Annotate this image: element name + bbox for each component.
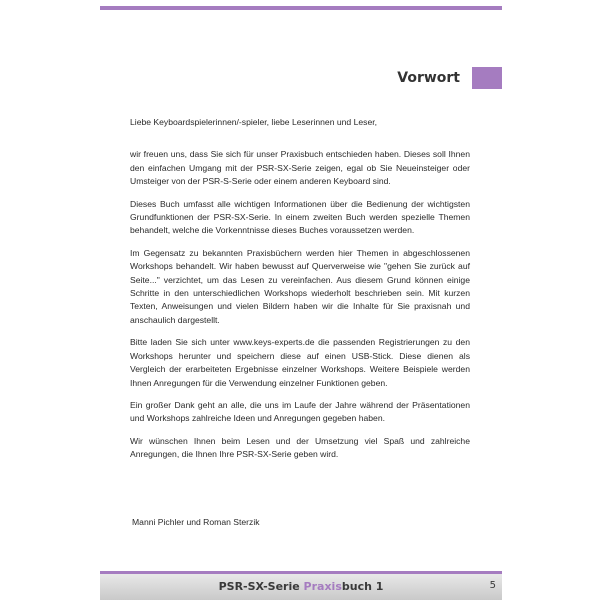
footer-title-accent: Praxis (303, 580, 342, 593)
paragraph-3: Im Gegensatz zu bekannten Praxisbüchern werden hier Themen in abgeschlossenen Workshops behandelt. Wir haben bewusst auf Querverweise wie "gehen Sie zurück auf Seite..." verzichtet, um das Lesen zu vereinfachen. Aus diesem Grund können einige Schritte in den unterschiedlichen Workshops wiederholt beschrieben sein. Mit kurzen Texten, Anweisungen und vielen Bildern haben wir die Inhalte für Sie praxisnah und anschaulich dargestellt. (130, 247, 470, 325)
paragraph-1: wir freuen uns, dass Sie sich für unser Praxisbuch entschieden haben. Dieses soll Ihnen den einfachen Umgang mit der PSR-SX-Serie zeigen, egal ob Sie Neueinsteiger oder Umsteiger von der PSR-S-Serie oder einem anderen Keyboard sind. (130, 149, 470, 187)
footer-book-title (100, 580, 502, 593)
paragraph-4: Bitte laden Sie sich unter www.keys-experts.de die passenden Registrierungen zu den Workshops herunter und speichern diese auf einen USB-Stick. Diese dienen als Vergleich der erarbeiteten Ergebnisse einzelner Workshops. Weitere Beispiele werden Ihnen Anregungen für die Verwendung einzelner Funktionen geben. (130, 337, 470, 388)
chapter-heading (397, 67, 502, 89)
paragraph-2: Dieses Buch umfasst alle wichtigen Informationen über die Bedienung der wichtigsten Grundfunktionen der PSR-SX-Serie. In einem zweiten Buch werden spezielle Themen behandelt, welche die Vorkenntnisse dieses Buches voraussetzen werden. (130, 198, 470, 236)
footer (100, 574, 502, 600)
chapter-accent-box (472, 67, 502, 89)
page-number: 5 (489, 580, 496, 591)
signature: Manni Pichler und Roman Sterzik (132, 517, 260, 527)
foreword-text (130, 116, 470, 471)
chapter-title: Vorwort (397, 70, 460, 86)
paragraph-5: Ein großer Dank geht an alle, die uns im Laufe der Jahre während der Präsentationen und Workshops zahlreiche Ideen und Anregungen gegeben haben. (130, 399, 470, 424)
footer-title-part1: PSR-SX-Serie (218, 580, 304, 593)
salutation: Liebe Keyboardspielerinnen/-spieler, liebe Leserinnen und Leser, (130, 117, 378, 127)
paragraph-6: Wir wünschen Ihnen beim Lesen und der Umsetzung viel Spaß und zahlreiche Anregungen, die Ihnen Ihre PSR-SX-Serie geben wird. (130, 435, 470, 460)
top-accent-rule (100, 6, 502, 10)
footer-title-part2: buch 1 (341, 580, 384, 593)
